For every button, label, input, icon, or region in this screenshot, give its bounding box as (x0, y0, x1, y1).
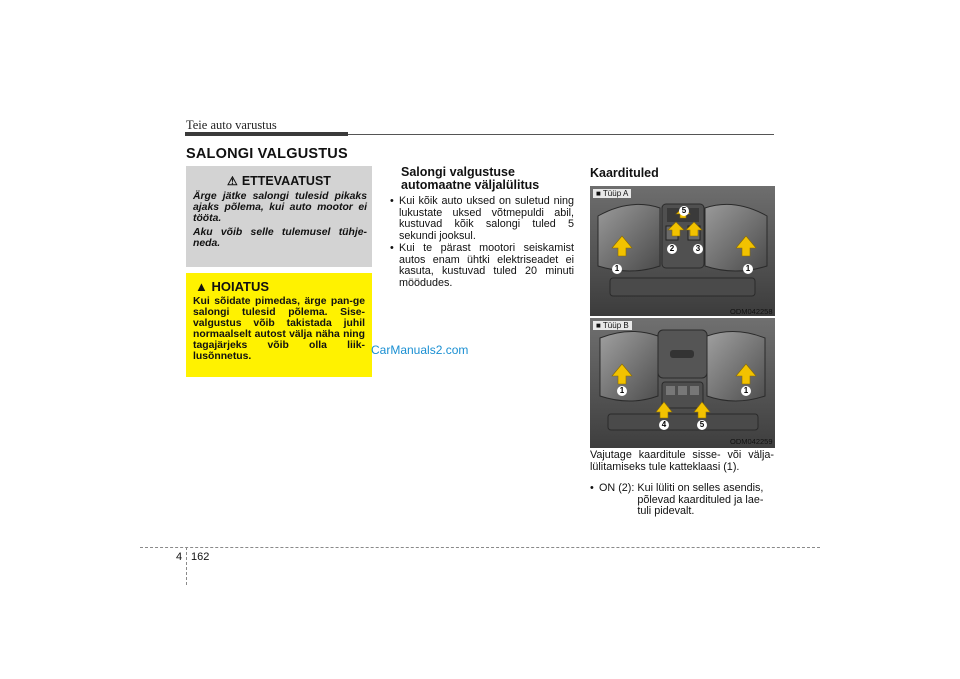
marker-1: 1 (612, 264, 622, 274)
caution-heading-text: ETTEVAATUST (241, 174, 331, 188)
marker-5: 5 (679, 206, 689, 216)
caution-heading (186, 174, 372, 188)
bullet-prefix: ON (2): (599, 482, 635, 494)
bullet-text: Kui lüliti on selles asendis, põlevad kaardituled ja lae-tuli pidevalt. (637, 482, 764, 518)
header-title: Teie auto varustus (186, 118, 277, 132)
warning-box (186, 273, 372, 377)
map-lights-paragraph: Vajutage kaarditule sisse- või välja-lülitamiseks tule katteklaasi (1). (590, 449, 774, 473)
marker-badge (743, 258, 753, 276)
auto-off-title: Salongi valgustuse automaatne väljalülitus (401, 165, 540, 192)
map-lights-title: Kaardituled (590, 166, 659, 180)
marker-badge (741, 380, 751, 398)
auto-off-bullets (390, 196, 574, 290)
figure-a-code: ODM042258 (730, 307, 773, 316)
marker-1: 1 (743, 264, 753, 274)
marker-2: 2 (667, 244, 677, 254)
map-lights-bullet (590, 483, 774, 518)
header-bar (185, 132, 348, 136)
figure-a-label (593, 189, 631, 198)
caution-paragraph: Ärge jätke salongi tulesid pikaks ajaks põlema, kui auto mootor ei tööta. (193, 191, 367, 224)
footer-divider (186, 547, 187, 585)
footer-rule (140, 547, 820, 548)
bullet-item (590, 483, 774, 518)
square-bullet-icon: ■ (596, 189, 601, 198)
figure-b-label-text: Tüüp B (602, 321, 629, 330)
marker-4: 4 (659, 420, 669, 430)
marker-5: 5 (697, 420, 707, 430)
bullet-item: • Kui te pärast mootori seiskamist autos enam ühtki elektriseadet ei kasuta, kustuvad tuled 20 minuti möödudes. (390, 241, 574, 289)
marker-badge (617, 380, 627, 398)
marker-badge (612, 258, 622, 276)
figure-type-b (590, 318, 775, 448)
header-rule (348, 134, 774, 135)
marker-badge (659, 414, 669, 432)
warning-text: Kui sõidate pimedas, ärge pan-ge salongi tulesid põlema. Sise-valgustus võib takistada juhil normaalselt autost välja näha ning tagajärjeks võib olla liik-lusõnnetus. (193, 296, 365, 362)
bullet-text: Kui te pärast mootori seiskamist autos enam ühtki elektriseadet ei kasuta, kustuvad tuled 20 minuti möödudes. (399, 241, 574, 289)
figure-b-code: ODM042259 (730, 437, 773, 446)
warning-heading-text: HOIATUS (211, 279, 270, 294)
watermark-link[interactable]: CarManuals2.com (371, 343, 469, 357)
caution-text (193, 191, 367, 252)
marker-badge (679, 200, 689, 218)
marker-badge (693, 238, 703, 256)
marker-badge (697, 414, 707, 432)
bullet-dot: • (590, 482, 594, 494)
marker-1: 1 (617, 386, 627, 396)
caution-triangle-icon: ⚠ (227, 174, 238, 188)
figure-type-a (590, 186, 775, 316)
marker-3: 3 (693, 244, 703, 254)
warning-triangle-icon: ▲ (195, 279, 208, 294)
figure-a-label-text: Tüüp A (602, 189, 629, 198)
bullet-item: • Kui kõik auto uksed on suletud ning lukustate uksed võtmepuldi abil, kustuvad kõik salongi tuled 5 sekundi jooksul. (390, 195, 574, 243)
caution-box (186, 166, 372, 267)
section-title: SALONGI VALGUSTUS (186, 146, 348, 162)
marker-1: 1 (741, 386, 751, 396)
warning-heading (195, 279, 269, 294)
caution-paragraph: Aku võib selle tulemusel tühje-neda. (193, 227, 367, 249)
square-bullet-icon: ■ (596, 321, 601, 330)
chapter-number: 4 (176, 551, 183, 563)
bullet-text: Kui kõik auto uksed on suletud ning lukustate uksed võtmepuldi abil, kustuvad kõik salongi tuled 5 sekundi jooksul. (399, 195, 574, 243)
marker-badge (667, 238, 677, 256)
figure-b-label (593, 321, 632, 330)
page-number: 162 (191, 551, 210, 563)
